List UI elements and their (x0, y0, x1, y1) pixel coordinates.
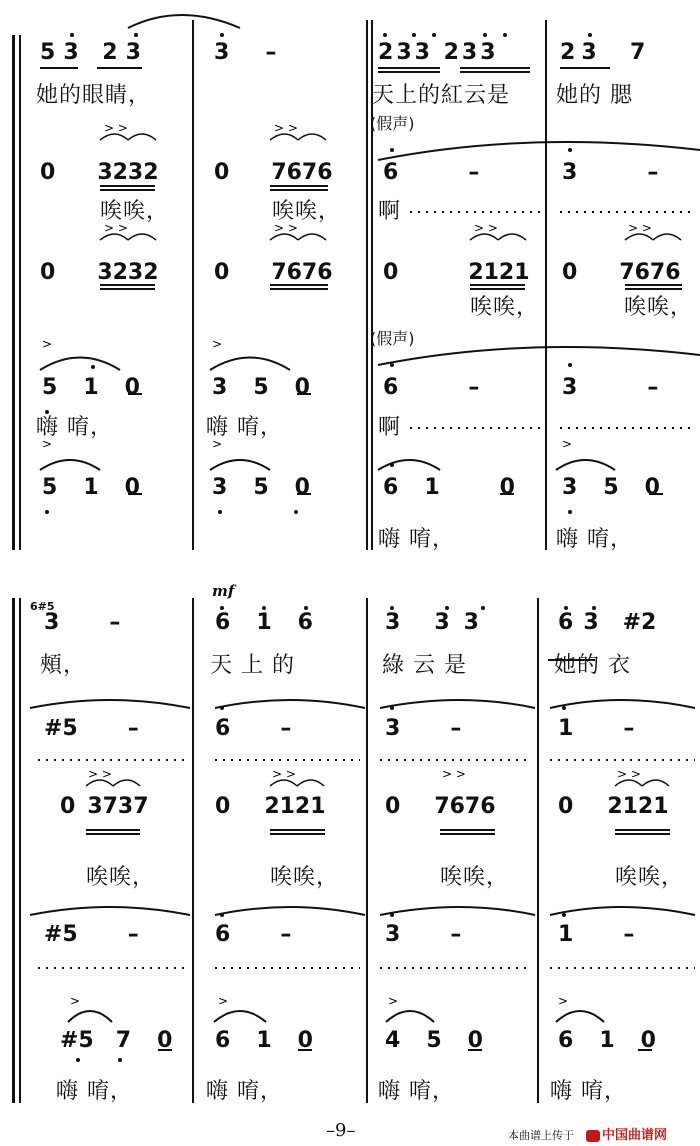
dynamic-mf: mf (212, 582, 235, 600)
notes-v2-m4: 3 – (562, 160, 659, 185)
notes-v3-m3: 0 2121 (383, 260, 530, 285)
notes-s2-v3-m3: 3 – (385, 922, 462, 947)
svg-text:>: > (70, 994, 81, 1008)
lyric-s2-v4-m2: 嗨 唷， (206, 1079, 283, 1104)
lyric-v2-m3: 啊 (378, 199, 402, 224)
notes-v3-m4: 0 7676 (562, 260, 681, 285)
lyric-s2-v4-m3: 嗨 唷， (378, 1079, 455, 1104)
lyric-v5-m3: 嗨 唷， (378, 527, 455, 552)
notes-s2-m3: 3 3 3 (385, 610, 479, 635)
svg-text:>: > (212, 437, 223, 451)
lyric-v3-m4: 唉唉， (624, 295, 694, 320)
notes-v4-m1: 5 1 0 (42, 375, 140, 400)
key-change-marking: 6#5 (30, 600, 55, 613)
notes-v3-m2: 0 7676 (214, 260, 333, 285)
notes-v4-m3: 6 – (383, 375, 480, 400)
notes-s2-v1-m1: #5 – (44, 716, 139, 741)
svg-text:> >: > > (442, 767, 466, 781)
notes-s2-v2-m3: 0 7676 (385, 794, 496, 819)
notes-s2-v1-m4: 1 – (558, 716, 635, 741)
lyric-s2-v2-m4: 唉唉， (615, 865, 685, 890)
svg-text:>: > (218, 994, 229, 1008)
svg-text:>: > (558, 994, 569, 1008)
notes-s2-v3-m1: #5 – (44, 922, 139, 947)
notes-s2-m1: 3 – (44, 610, 121, 635)
svg-text:> >: > > (104, 121, 128, 135)
notes-s2-m2: 6 1 6 (215, 610, 313, 635)
lyric-v4-m3: 啊 (378, 415, 402, 440)
notes-m3: 233 233 (378, 40, 499, 65)
lyric-s2-v2-m3: 唉唉， (440, 865, 510, 890)
svg-text:> >: > > (274, 121, 298, 135)
lyric-s2-v2-m2: 唉唉， (270, 865, 340, 890)
notes-s2-v3-m2: 6 – (215, 922, 292, 947)
svg-text:> >: > > (272, 767, 296, 781)
notes-v2-m1: 0 3232 (40, 160, 159, 185)
falsetto-marking: (假声) (370, 114, 415, 133)
lyric-v5-m4: 嗨 唷， (556, 527, 633, 552)
notes-v3-m1: 0 3232 (40, 260, 159, 285)
notes-s2-v4-m1: #5 7 0 (60, 1028, 173, 1053)
notes-s2-v3-m4: 1 – (558, 922, 635, 947)
lyric-m1: 她的眼睛， (36, 83, 152, 108)
svg-text:> >: > > (628, 221, 652, 235)
notes-s2-v1-m2: 6 – (215, 716, 292, 741)
lyric-s2-v4-m1: 嗨 唷， (56, 1079, 133, 1104)
lyric-v3-m3: 唉唉， (470, 295, 540, 320)
page-number: –9– (326, 1120, 356, 1141)
logo-mark-icon (586, 1130, 600, 1142)
lyric-m4: 她的 腮 (556, 83, 633, 108)
notes-s2-v2-m2: 0 2121 (215, 794, 326, 819)
notes-v5-m4: 3 5 0 (562, 475, 660, 500)
lyric-v4-m2: 嗨 唷， (206, 415, 283, 440)
svg-text:> >: > > (274, 221, 298, 235)
svg-text:>: > (42, 337, 53, 351)
notes-v5-m2: 3 5 0 (212, 475, 310, 500)
slur-marks (0, 560, 700, 1146)
svg-text:>: > (212, 337, 223, 351)
lyric-s2-m1: 頰， (40, 653, 87, 678)
notes-m1: 53 23 (40, 40, 149, 65)
notes-v5-m3: 6 1 0 (383, 475, 515, 500)
notes-v4-m4: 3 – (562, 375, 659, 400)
notes-s2-v4-m2: 6 1 0 (215, 1028, 313, 1053)
notes-v4-m2: 3 5 0 (212, 375, 310, 400)
notes-s2-v2-m4: 0 2121 (558, 794, 669, 819)
notes-s2-v2-m1: 0 3737 (60, 794, 149, 819)
lyric-s2-v4-m4: 嗨 唷， (550, 1079, 627, 1104)
svg-text:>: > (388, 994, 399, 1008)
svg-text:> >: > > (104, 221, 128, 235)
lyric-s2-v2-m1: 唉唉， (86, 865, 156, 890)
svg-text:>: > (562, 437, 573, 451)
lyric-v4-m1: 嗨 唷， (36, 415, 113, 440)
lyric-s2-m4: 她的 衣 (554, 653, 631, 678)
notes-m2: 3 – (214, 40, 277, 65)
lyric-s2-m3: 綠 云 是 (382, 653, 467, 678)
lyric-v2-m2: 唉唉， (272, 199, 342, 224)
falsetto-marking: (假声) (370, 329, 415, 348)
notes-v2-m3: 6 – (383, 160, 480, 185)
notes-v5-m1: 5 1 0 (42, 475, 140, 500)
notes-s2-v4-m4: 6 1 0 (558, 1028, 656, 1053)
svg-text:> >: > > (88, 767, 112, 781)
lyric-s2-m2: 天 上 的 (210, 653, 295, 678)
svg-text:> >: > > (617, 767, 641, 781)
footer-upload-text: 本曲谱上传于 (508, 1129, 574, 1142)
lyric-m3: 天上的紅云是 (372, 83, 511, 108)
site-logo: 中国曲谱网 (586, 1124, 667, 1143)
notes-s2-m4: 6 3 #2 (558, 610, 657, 635)
svg-text:> >: > > (474, 221, 498, 235)
notes-s2-v4-m3: 4 5 0 (385, 1028, 483, 1053)
notes-s2-v1-m3: 3 – (385, 716, 462, 741)
lyric-v2-m1: 唉唉， (100, 199, 170, 224)
svg-text:>: > (42, 437, 53, 451)
notes-m4: 23 7 (560, 40, 652, 65)
notes-v2-m2: 0 7676 (214, 160, 333, 185)
